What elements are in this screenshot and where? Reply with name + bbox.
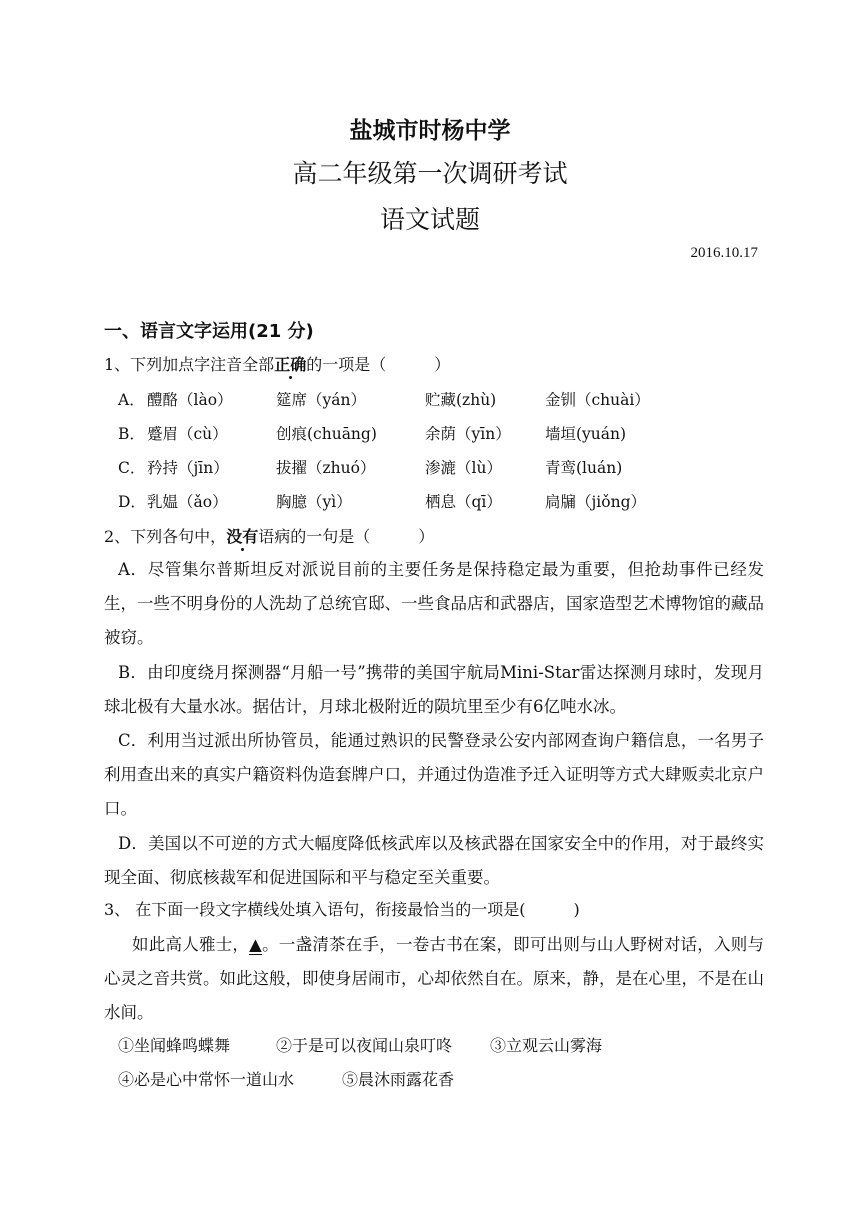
- q1-option-b-item-1: 蹙眉（cù）: [147, 425, 228, 443]
- q1-emphasis: 正确: [274, 355, 307, 374]
- q2-option-b: B．由印度绕月探测器“月船一号”携带的美国宇航局Mini-Star雷达探测月球时，发现月球北极有大量水冰。据估计，月球北极附近的陨坑里至少有6亿吨水冰。: [104, 663, 764, 716]
- exam-title: 高二年级第一次调研考试: [292, 159, 568, 188]
- q1-option-d-item-3: 栖息（qī）: [425, 493, 502, 511]
- q3-option-3: ③立观云山雾海: [490, 1036, 603, 1055]
- q3-option-2: ②于是可以夜闻山泉叮咚: [276, 1036, 453, 1055]
- q1-option-d-item-1: 乳媪（ǎo）: [147, 493, 228, 511]
- question-2-stem: [104, 524, 434, 547]
- q1-option-a-item-1: 醴酪（lào）: [147, 391, 233, 409]
- q2-stem-pre: 2、下列各句中，: [104, 527, 227, 546]
- q1-option-c-item-3: 渗漉（lù）: [425, 459, 502, 477]
- q3-passage-pre: 如此高人雅士，: [132, 935, 250, 954]
- q3-option-1: ①坐闻蜂鸣蝶舞: [118, 1036, 231, 1055]
- q1-stem-post: 的一项是（ ）: [306, 355, 451, 374]
- q3-option-5: ⑤晨沐雨露花香: [342, 1070, 455, 1089]
- subject-title: 语文试题: [379, 205, 480, 234]
- q3-option-4: ④必是心中常怀一道山水: [118, 1070, 295, 1089]
- q3-answer-blank: ▲: [249, 935, 263, 954]
- q3-passage-post: 。一盏清茶在手，一卷古书在案，即可出则与山人野树对话，入则与心灵之音共赏。如此这般，即使身居闹市，心却依然自在。原来，静，是在心里，不是在山水间。: [104, 935, 765, 1022]
- q1-option-a-item-3: 贮藏(zhù): [425, 391, 497, 409]
- q1-stem-pre: 1、下列加点字注音全部: [104, 355, 275, 374]
- q2-stem-post: 语病的一句是（ ）: [258, 527, 435, 546]
- q2-emphasis: 没有: [226, 527, 259, 546]
- school-name: 盐城市时杨中学: [349, 118, 511, 144]
- q1-option-d-label: D．: [118, 493, 146, 511]
- question-3-stem: 3、 在下面一段文字横线处填入语句，衔接最恰当的一项是( ): [104, 900, 580, 919]
- q1-option-a-label: A．: [118, 391, 145, 409]
- q1-option-c-item-1: 矜持（jīn）: [147, 459, 229, 477]
- q1-option-b-item-4: 墙垣(yuán): [545, 425, 627, 443]
- q1-option-a-item-2: 筵席（yán）: [276, 391, 366, 409]
- q1-option-b-item-2: 创痕(chuāng): [276, 425, 377, 443]
- q2-option-a: A．尽管集尔普斯坦反对派说目前的主要任务是保持稳定最为重要，但抢劫事件已经发生，一些不明身份的人洗劫了总统官邸、一些食品店和武器店，国家造型艺术博物馆的藏品被窃。: [104, 560, 764, 647]
- exam-date: 2016.10.17: [690, 245, 758, 261]
- q3-passage: [104, 928, 764, 1030]
- section-heading: 一、语言文字运用(21 分): [104, 321, 314, 342]
- q1-option-b-item-3: 余荫（yīn）: [425, 425, 511, 443]
- question-1-stem: [104, 352, 450, 375]
- q1-option-b-label: B．: [118, 425, 145, 443]
- q1-option-c-item-4: 青鸾(luán): [545, 459, 623, 477]
- q2-option-c: C．利用当过派出所协管员，能通过熟识的民警登录公安内部网查询户籍信息，一名男子利用查出来的真实户籍资料伪造套牌户口，并通过伪造准予迁入证明等方式大肆贩卖北京户口。: [104, 731, 764, 818]
- q1-option-c-item-2: 拔擢（zhuó）: [276, 459, 376, 477]
- q1-option-c-label: C．: [118, 459, 146, 477]
- q1-option-a-item-4: 金钏（chuài）: [545, 391, 650, 409]
- q1-option-d-item-2: 胸臆（yì）: [276, 493, 352, 511]
- q1-option-d-item-4: 扃牖（jiǒng）: [545, 493, 647, 511]
- q2-option-d: D．美国以不可逆的方式大幅度降低核武库以及核武器在国家安全中的作用，对于最终实现全面、彻底核裁军和促进国际和平与稳定至关重要。: [104, 834, 764, 887]
